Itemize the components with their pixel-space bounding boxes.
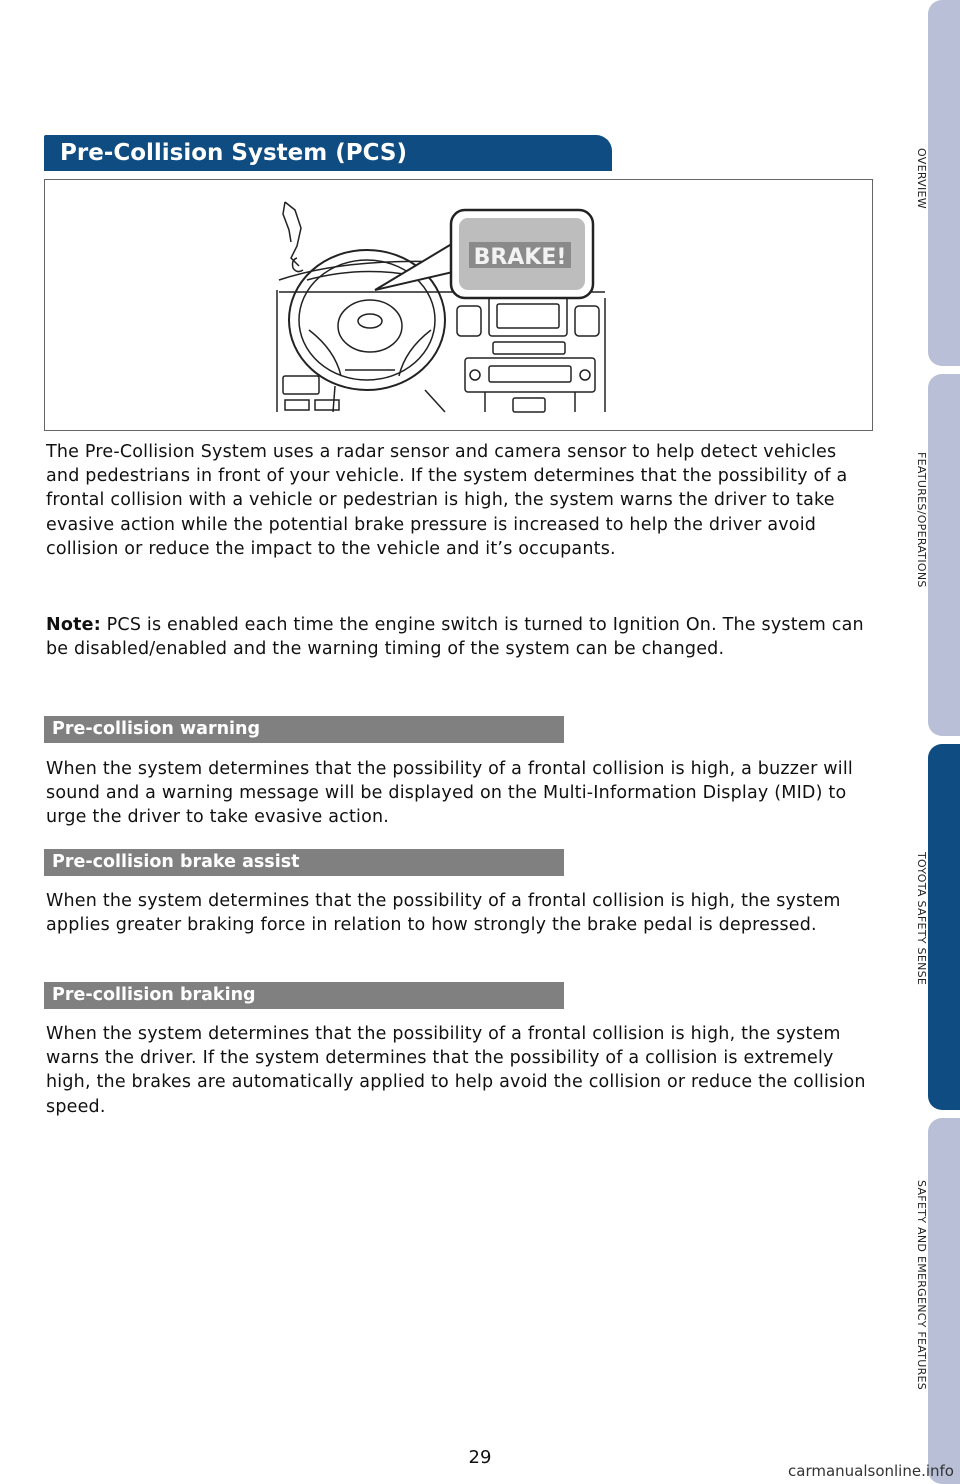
chapter-tabs	[928, 0, 960, 1484]
note-text: PCS is enabled each time the engine switch is turned to Ignition On. The system can be disabled/enabled and the warning timing of the system can be changed.	[46, 615, 864, 660]
tab-overview[interactable]	[928, 0, 960, 366]
subsection-heading-warning: Pre-collision warning	[44, 716, 564, 743]
page-number: 29	[468, 1447, 492, 1468]
dashboard-drawing	[45, 180, 874, 432]
note-paragraph	[46, 613, 872, 661]
tab-toyota-safety-sense[interactable]	[928, 744, 960, 1110]
subsection-body-warning: When the system determines that the possibility of a frontal collision is high, a buzzer will sound and a warning message will be displayed on the Multi-Information Display (MID) to urge the driver to take evasive action.	[46, 759, 853, 828]
dashboard-illustration	[44, 179, 873, 431]
subsection-body-brake-assist: When the system determines that the possibility of a frontal collision is high, the system applies greater braking force in relation to how strongly the brake pedal is depressed.	[46, 891, 841, 936]
intro-paragraph: The Pre-Collision System uses a radar sensor and camera sensor to help detect vehicles and pedestrians in front of your vehicle. If the system determines that the possibility of a frontal collision with a vehicle or pedestrian is high, the system warns the driver to take evasive action while the potential brake pressure is increased to help the driver avoid collision or reduce the impact to the vehicle and it’s occupants.	[46, 442, 848, 559]
tab-label-safety-emergency: SAFETY AND EMERGENCY FEATURES	[915, 1180, 928, 1391]
brake-warning-text: BRAKE!	[473, 245, 567, 270]
watermark: carmanualsonline.info	[788, 1462, 954, 1480]
subsection-heading-brake-assist: Pre-collision brake assist	[44, 849, 564, 876]
section-title: Pre-Collision System (PCS)	[44, 135, 612, 171]
tab-label-toyota-safety-sense: TOYOTA SAFETY SENSE	[915, 852, 928, 986]
note-label: Note:	[46, 615, 101, 635]
tab-safety-emergency[interactable]	[928, 1118, 960, 1484]
subsection-body-braking: When the system determines that the possibility of a frontal collision is high, the system warns the driver. If the system determines that the possibility of a collision is extremely high, the brakes are automatically applied to help avoid the collision or reduce the collision speed.	[46, 1024, 866, 1117]
tab-label-overview: OVERVIEW	[915, 148, 928, 209]
tab-features-operations[interactable]	[928, 374, 960, 736]
subsection-heading-braking: Pre-collision braking	[44, 982, 564, 1009]
tab-label-features-operations: FEATURES/OPERATIONS	[915, 452, 928, 588]
